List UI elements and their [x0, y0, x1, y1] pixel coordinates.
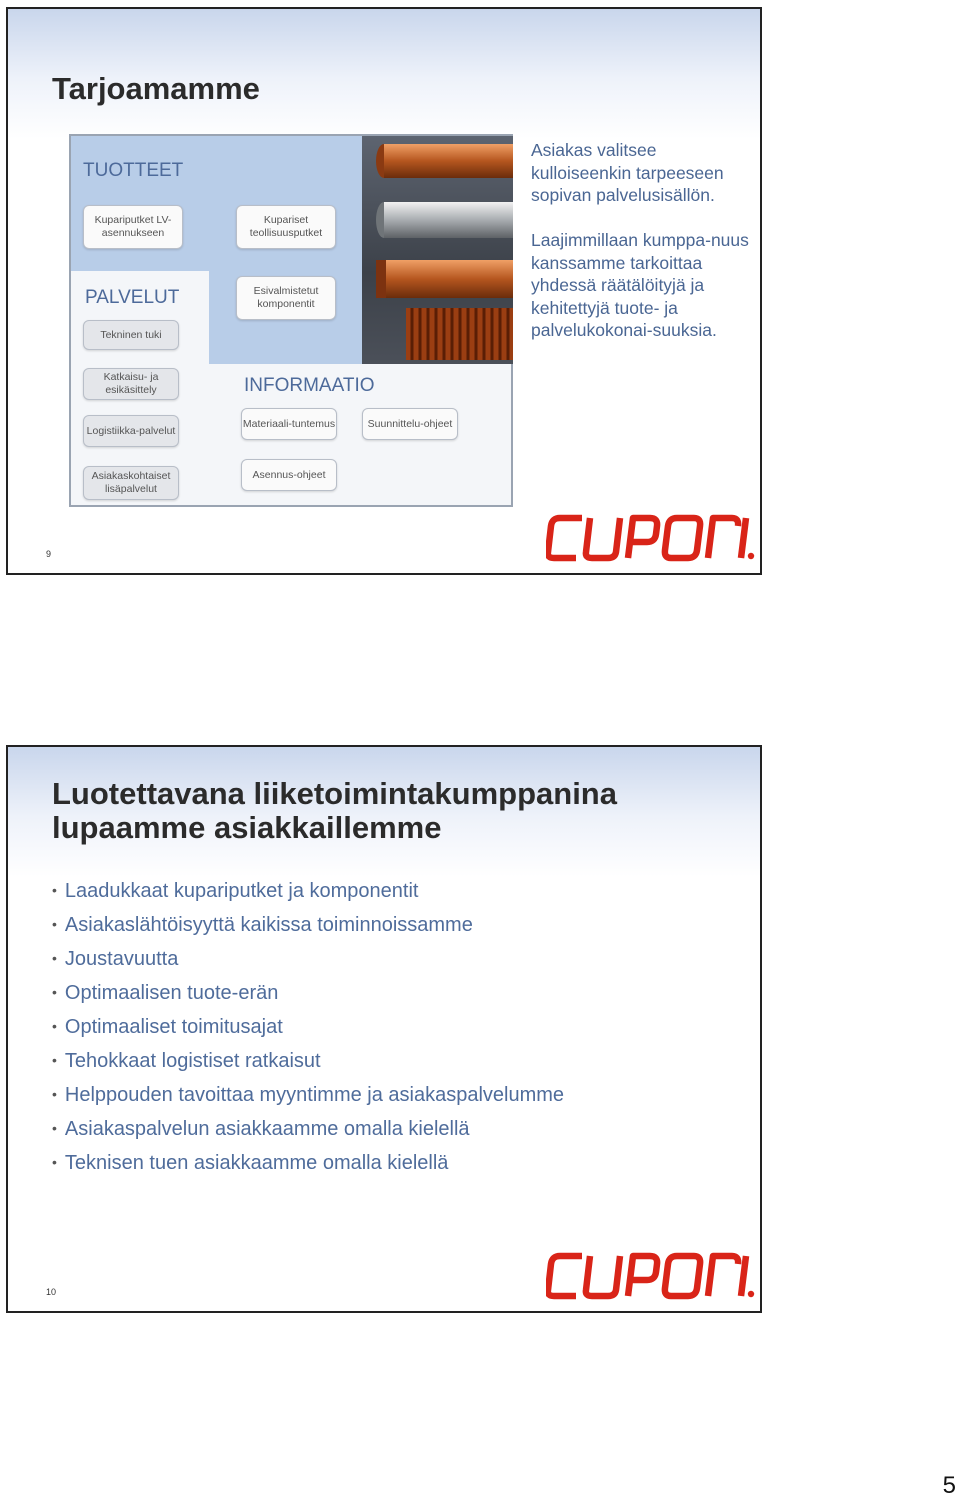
slide-number: 10 [46, 1287, 57, 1297]
pill-katkaisu: Katkaisu- ja esikäsittely [83, 368, 179, 400]
slide-lupaukset [6, 745, 762, 1313]
pill-esivalmistetut-komponentit: Esivalmistetut komponentit [236, 276, 336, 320]
zone-label-palvelut: PALVELUT [85, 287, 180, 308]
pill-materiaalituntemus: Materiaali-tuntemus [241, 408, 337, 440]
pill-kupariset-teollisuusputket: Kupariset teollisuusputket [236, 205, 336, 249]
list-item: • Asiakaslähtöisyyttä kaikissa toiminnoissamme [52, 914, 473, 936]
cupori-logo-icon [546, 1250, 756, 1300]
slide-number: 9 [46, 549, 52, 559]
list-item: • Optimaaliset toimitusajat [52, 1016, 283, 1038]
zone-label-informaatio: INFORMAATIO [244, 375, 375, 396]
cupori-logo [546, 1250, 756, 1300]
page-number: 5 [942, 1472, 956, 1499]
list-item: • Helppouden tavoittaa myyntimme ja asiakaspalvelumme [52, 1084, 565, 1106]
side-text-asiakas: Asiakas valitsee kulloiseenkin tarpeeseen sopivan palvelusisällön. [531, 140, 724, 205]
list-item: • Joustavuutta [52, 948, 179, 970]
pill-asiakaskohtaiset: Asiakaskohtaiset lisäpalvelut [83, 466, 179, 500]
list-item: • Optimaalisen tuote-erän [52, 982, 279, 1004]
zone-label-tuotteet: TUOTTEET [83, 160, 184, 181]
pill-kupariputket-lv: Kupariputket LV-asennukseen [83, 205, 183, 249]
list-item: • Teknisen tuen asiakkaamme omalla kielellä [52, 1152, 449, 1174]
list-item: • Asiakaspalvelun asiakkaamme omalla kielellä [52, 1118, 470, 1140]
slide-tarjoamamme [6, 7, 762, 575]
side-text-laajimmillaan: Laajimmillaan kumppa-nuus kanssamme tarkoittaa yhdessä räätälöityjä ja kehitettyjä tuote- ja palvelukokonai-suuksia. [531, 230, 749, 340]
pill-logistiikka: Logistiikka-palvelut [83, 415, 179, 447]
slide-title: Luotettavana liiketoimintakumppanina lupaamme asiakkaillemme [52, 776, 617, 845]
cupori-logo-icon [546, 512, 756, 562]
zone-tuotteet [71, 136, 362, 271]
pill-tekninen-tuki: Tekninen tuki [83, 320, 179, 350]
pill-asennusohjeet: Asennus-ohjeet [241, 459, 337, 491]
slide-title: Tarjoamamme [52, 71, 260, 106]
offering-diagram [69, 134, 513, 507]
copper-pipes-image [362, 136, 513, 364]
cupori-logo [546, 512, 756, 562]
copper-pipes-photo [362, 136, 513, 364]
list-item: • Tehokkaat logistiset ratkaisut [52, 1050, 321, 1072]
list-item: • Laadukkaat kupariputket ja komponentit [52, 880, 419, 902]
pill-suunnitteluohjeet: Suunnittelu-ohjeet [362, 408, 458, 440]
promise-list [52, 875, 564, 1181]
